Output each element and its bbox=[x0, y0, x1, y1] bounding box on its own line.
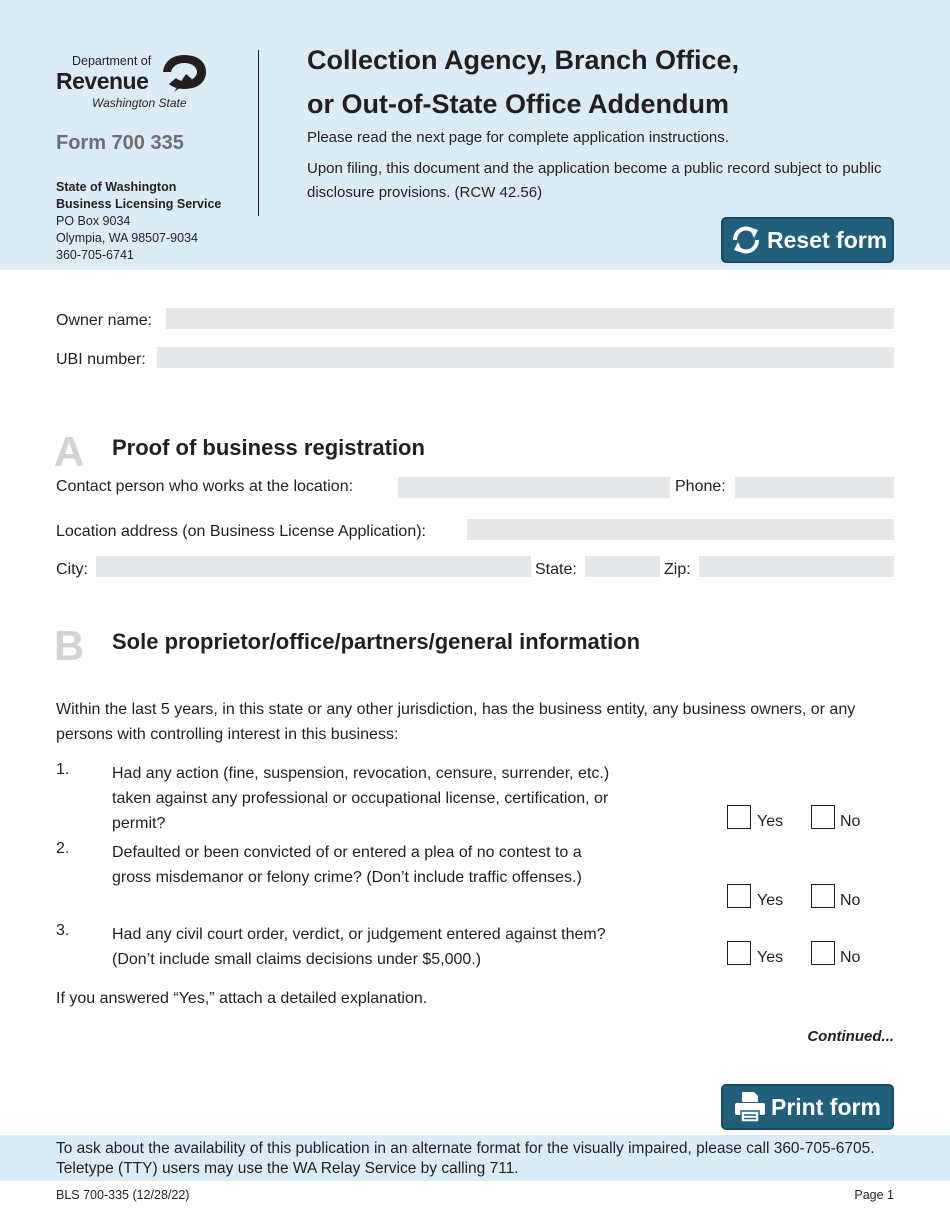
logo-state-text: Washington State bbox=[92, 96, 187, 110]
city-label: City: bbox=[56, 561, 88, 578]
question-text: Had any civil court order, verdict, or judgement entered against them? (Don’t include small claims decisions under $5,000.) bbox=[112, 926, 606, 968]
state-field[interactable] bbox=[585, 556, 660, 577]
phone-field[interactable] bbox=[735, 477, 894, 498]
no-label: No bbox=[840, 892, 861, 909]
header-divider bbox=[258, 50, 259, 216]
intro-text bbox=[307, 126, 917, 212]
print-form-label: Print form bbox=[771, 1093, 881, 1120]
reset-form-label: Reset form bbox=[767, 226, 888, 253]
ubi-number-field[interactable] bbox=[157, 347, 894, 368]
agency-line: State of Washington bbox=[56, 180, 177, 194]
ubi-number-label: UBI number: bbox=[56, 351, 146, 368]
agency-line: PO Box 9034 bbox=[56, 214, 131, 228]
state-label: State: bbox=[535, 561, 577, 578]
zip-field[interactable] bbox=[699, 556, 894, 577]
page-number: Page 1 bbox=[854, 1188, 894, 1202]
accessibility-notice: To ask about the availability of this publication in an alternate format for the visually impaired, please call 360-705-6705. Teletype (TTY) users may use the WA Relay Service by calling 711. bbox=[56, 1140, 875, 1177]
yes-label: Yes bbox=[757, 949, 784, 966]
refresh-icon bbox=[729, 223, 763, 257]
intro-instructions: Please read the next page for complete application instructions. bbox=[307, 129, 729, 146]
reset-form-button[interactable] bbox=[721, 217, 894, 263]
q3-yes-checkbox[interactable] bbox=[727, 941, 751, 965]
section-a-title: Proof of business registration bbox=[112, 435, 425, 460]
phone-label: Phone: bbox=[675, 478, 726, 495]
question-number: 2. bbox=[56, 840, 70, 857]
section-b-title: Sole proprietor/office/partners/general information bbox=[112, 629, 641, 654]
agency-address bbox=[56, 179, 221, 264]
document-number: BLS 700-335 (12/28/22) bbox=[56, 1188, 190, 1202]
q1-yes-checkbox[interactable] bbox=[727, 805, 751, 829]
intro-public-record: Upon filing, this document and the application become a public record subject to public disclosure provisions. (RCW 42.56) bbox=[307, 159, 882, 201]
no-label: No bbox=[840, 949, 861, 966]
owner-name-field[interactable] bbox=[166, 308, 894, 329]
question-text: Had any action (fine, suspension, revocation, censure, surrender, etc.) taken against any professional or occupational license, certification, or permit? bbox=[112, 765, 610, 832]
department-of-revenue-logo bbox=[56, 52, 216, 114]
question-text: Defaulted or been convicted of or entered a plea of no contest to a gross misdemanor or felony crime? (Don’t include traffic offenses.) bbox=[112, 844, 582, 886]
owner-name-label: Owner name: bbox=[56, 312, 153, 329]
zip-label: Zip: bbox=[664, 561, 691, 578]
logo-revenue-text: Revenue bbox=[56, 68, 149, 94]
contact-person-field[interactable] bbox=[398, 477, 670, 498]
logo-department-text: Department of bbox=[72, 54, 152, 68]
agency-line: Olympia, WA 98507-9034 bbox=[56, 231, 198, 245]
title-line: or Out-of-State Office Addendum bbox=[307, 89, 729, 119]
question-number: 1. bbox=[56, 761, 70, 778]
section-b-letter: B bbox=[54, 622, 85, 669]
question-number: 3. bbox=[56, 922, 70, 939]
yes-label: Yes bbox=[757, 892, 784, 909]
q2-no-checkbox[interactable] bbox=[811, 884, 835, 908]
location-address-field[interactable] bbox=[467, 519, 894, 540]
q1-no-checkbox[interactable] bbox=[811, 805, 835, 829]
q3-no-checkbox[interactable] bbox=[811, 941, 835, 965]
city-field[interactable] bbox=[96, 556, 531, 577]
yes-label: Yes bbox=[757, 813, 784, 830]
section-a-letter: A bbox=[54, 428, 85, 475]
agency-line: Business Licensing Service bbox=[56, 197, 222, 211]
section-b-intro: Within the last 5 years, in this state or any other jurisdiction, has the business entity, any business owners, or any persons with controlling interest in this business: bbox=[56, 701, 856, 743]
q2-yes-checkbox[interactable] bbox=[727, 884, 751, 908]
print-form-button[interactable] bbox=[721, 1084, 894, 1130]
form-number: Form 700 335 bbox=[56, 132, 184, 154]
agency-line: 360-705-6741 bbox=[56, 248, 134, 262]
location-address-label: Location address (on Business License Application): bbox=[56, 523, 426, 540]
continued-note: Continued... bbox=[807, 1028, 894, 1045]
page-title bbox=[307, 38, 739, 126]
printer-icon bbox=[733, 1090, 767, 1124]
no-label: No bbox=[840, 813, 861, 830]
contact-person-label: Contact person who works at the location: bbox=[56, 478, 354, 495]
title-line: Collection Agency, Branch Office, bbox=[307, 45, 740, 75]
attach-explanation-note: If you answered “Yes,” attach a detailed explanation. bbox=[56, 990, 428, 1007]
revenue-logo-mark-icon bbox=[160, 52, 208, 96]
